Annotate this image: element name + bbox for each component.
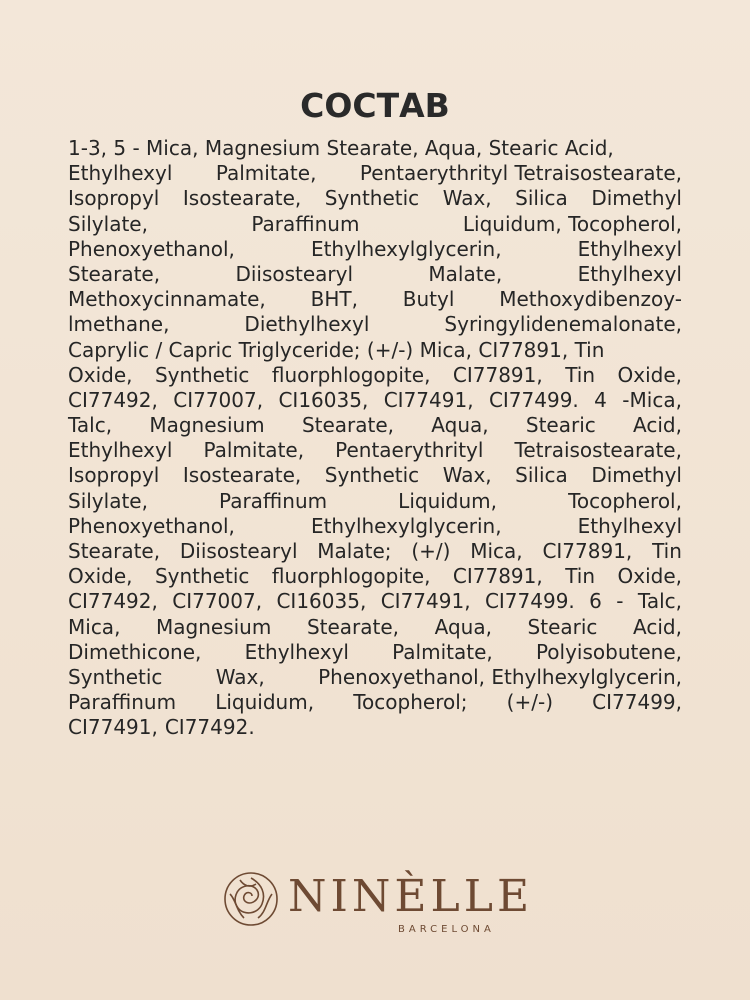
ingredient-word: Palmitate,: [215, 161, 317, 186]
ingredients-line: [68, 237, 682, 262]
ingredient-word: Synthetic: [154, 564, 250, 589]
ingredients-line: [68, 589, 682, 614]
ingredient-word: Paraffinum: [251, 211, 360, 236]
ingredient-word: Liquidum,: [215, 690, 315, 715]
ingredients-line: [68, 312, 682, 337]
ingredient-word: Aqua,: [434, 614, 492, 639]
ingredient-word: CI77499,: [592, 690, 682, 715]
ingredients-line: [68, 539, 682, 564]
ingredient-word: Synthetic: [68, 664, 163, 689]
ingredient-word: Ethylhexylglycerin,: [310, 236, 502, 261]
ingredient-word: Oxide,: [68, 362, 133, 387]
ingredient-word: Magnesium: [156, 614, 272, 639]
ingredient-word: Dimethyl: [591, 186, 682, 211]
ingredient-word: Tin: [565, 564, 596, 589]
ingredients-line: [68, 287, 682, 312]
ingredient-word: CI77891,: [542, 539, 633, 563]
ingredient-word: CI77492.: [164, 715, 255, 740]
ingredients-line: [68, 338, 682, 363]
ingredient-word: Ethylhexyl: [577, 513, 682, 538]
ingredient-word: Caprylic / Capric Triglyceride; (+/-) Mica, CI77891, Tin: [68, 337, 605, 362]
ingredient-word: Ethylhexyl: [68, 438, 173, 463]
ingredient-word: CI77492,: [68, 387, 158, 412]
ingredient-word: Isopropyl: [68, 186, 160, 211]
ingredients-line: [68, 262, 682, 287]
ingredients-line: [68, 438, 682, 463]
ingredient-word: Pentaerythrityl Tetraisostearate,: [359, 161, 682, 186]
ingredient-word: Paraffinum: [68, 690, 177, 715]
ingredients-line: [68, 413, 682, 438]
ingredient-word: Syringylidenemalonate,: [444, 312, 682, 337]
ingredient-word: Ethylhexyl: [244, 639, 349, 664]
ingredient-word: CI77891,: [452, 564, 543, 589]
ingredient-word: CI16035,: [276, 589, 367, 614]
page-title: СОСТАВ: [300, 86, 450, 125]
ingredient-word: (+/-): [506, 690, 553, 715]
ingredients-line: [68, 212, 682, 237]
ingredient-word: Tin: [652, 539, 682, 563]
ingredients-line: [68, 514, 682, 539]
ingredient-word: Silica: [515, 186, 568, 211]
ingredient-word: CI77007,: [173, 387, 264, 412]
ingredient-word: Silylate,: [68, 211, 148, 236]
ingredient-word: Methoxydibenzoy-: [499, 287, 682, 312]
ingredient-word: Liquidum,: [398, 488, 498, 513]
ingredient-word: Palmitate,: [203, 438, 305, 463]
ingredient-word: Aqua,: [431, 413, 489, 438]
ingredient-word: CI77491,: [380, 589, 471, 614]
ingredient-word: Phenoxyethanol,: [68, 513, 235, 538]
ingredient-word: Isostearate,: [182, 186, 302, 211]
brand-logo: [222, 870, 532, 940]
ingredient-word: Phenoxyethanol,: [68, 236, 235, 261]
ingredient-word: Synthetic: [154, 362, 250, 387]
brand-city: BARCELONA: [398, 924, 495, 935]
ingredient-word: Liquidum, Tocopherol,: [462, 211, 682, 236]
brand-name: NINÈLLE: [288, 871, 534, 922]
ingredient-word: Mica,: [470, 539, 523, 563]
ingredient-word: BHT,: [310, 287, 358, 312]
ingredient-word: fluorphlogopite,: [271, 564, 431, 589]
ingredient-word: Stearate,: [68, 261, 161, 286]
ingredient-word: CI77491,: [68, 715, 158, 740]
ingredient-word: Stearate,: [68, 539, 161, 563]
ingredient-word: Magnesium: [149, 413, 265, 438]
ingredient-word: Ethylhexyl: [577, 261, 682, 286]
ingredient-word: Dimethyl: [591, 463, 682, 488]
ingredient-word: Stearate,: [306, 614, 400, 639]
ingredient-word: Stearic: [527, 614, 598, 639]
ingredient-word: Stearate,: [301, 413, 395, 438]
ingredient-word: Methoxycinnamate,: [68, 287, 266, 312]
ingredient-word: Ethylhexyl: [577, 236, 682, 261]
ingredient-word: lmethane,: [68, 312, 170, 337]
ingredient-word: Mica,: [68, 614, 121, 639]
ingredient-word: Acid,: [633, 614, 682, 639]
ingredient-word: Paraffinum: [219, 488, 328, 513]
ingredient-word: Diisostearyl: [235, 261, 354, 286]
ingredient-word: Ethylhexyl: [68, 161, 173, 186]
ingredient-word: Oxide,: [617, 564, 682, 589]
rose-emblem-icon: [222, 870, 280, 928]
ingredient-word: CI77492,: [68, 589, 158, 614]
ingredient-word: Oxide,: [617, 362, 682, 387]
ingredient-word: -Mica,: [622, 387, 682, 412]
ingredients-line: [68, 690, 682, 715]
ingredient-word: 4: [594, 387, 607, 412]
ingredient-word: Diethylhexyl: [244, 312, 370, 337]
ingredient-word: Silylate,: [68, 488, 148, 513]
ingredient-word: 1-3, 5 - Mica, Magnesium Stearate, Aqua, Stearic Acid,: [68, 136, 614, 160]
ingredient-word: CI77491,: [383, 387, 474, 412]
ingredient-word: (+/): [411, 539, 451, 563]
ingredient-word: Ethylhexylglycerin,: [310, 513, 502, 538]
ingredient-word: Malate;: [317, 539, 392, 563]
ingredients-line: [68, 615, 682, 640]
ingredient-word: -: [616, 589, 624, 614]
ingredient-word: Oxide,: [68, 564, 133, 589]
ingredient-word: Phenoxyethanol, Ethylhexylglycerin,: [318, 664, 682, 689]
ingredient-word: Synthetic: [324, 463, 420, 488]
ingredient-word: Tetraisostearate,: [514, 438, 682, 463]
ingredient-word: fluorphlogopite,: [271, 362, 431, 387]
ingredients-line: [68, 715, 682, 740]
ingredient-word: CI77891,: [452, 362, 543, 387]
ingredient-word: Acid,: [633, 413, 682, 438]
ingredients-line: [68, 161, 682, 186]
ingredients-line: [68, 186, 682, 211]
ingredients-line: [68, 388, 682, 413]
ingredients-line: [68, 640, 682, 665]
ingredients-line: [68, 665, 682, 690]
ingredients-line: [68, 564, 682, 589]
ingredient-word: Butyl: [402, 287, 455, 312]
ingredient-word: Tocopherol;: [353, 690, 468, 715]
ingredient-word: Pentaerythrityl: [335, 438, 484, 463]
ingredient-word: Talc,: [68, 413, 113, 438]
ingredient-word: Wax,: [442, 186, 492, 211]
ingredient-word: CI77007,: [172, 589, 263, 614]
ingredient-word: Polyisobutene,: [535, 639, 682, 664]
ingredient-word: Tin: [565, 362, 596, 387]
ingredient-word: CI16035,: [278, 387, 369, 412]
ingredient-word: Malate,: [428, 261, 503, 286]
ingredient-word: Stearic: [525, 413, 596, 438]
ingredient-word: Dimethicone,: [68, 639, 202, 664]
ingredient-word: Isopropyl: [68, 463, 160, 488]
ingredient-word: CI77499.: [484, 589, 575, 614]
ingredient-word: Diisostearyl: [179, 539, 298, 563]
ingredients-line: [68, 463, 682, 488]
ingredient-word: Synthetic: [324, 186, 420, 211]
ingredients-line: [68, 136, 682, 161]
ingredient-word: CI77499.: [488, 387, 579, 412]
ingredient-word: Tocopherol,: [568, 488, 682, 513]
ingredient-word: Wax,: [442, 463, 492, 488]
ingredients-text: [68, 136, 682, 741]
ingredients-line: [68, 489, 682, 514]
ingredient-word: Wax,: [215, 664, 265, 689]
ingredient-word: Silica: [515, 463, 568, 488]
ingredients-line: [68, 363, 682, 388]
ingredient-word: Talc,: [637, 589, 682, 614]
ingredient-word: Palmitate,: [392, 639, 493, 664]
ingredient-word: 6: [589, 589, 602, 614]
ingredient-word: Isostearate,: [182, 463, 302, 488]
